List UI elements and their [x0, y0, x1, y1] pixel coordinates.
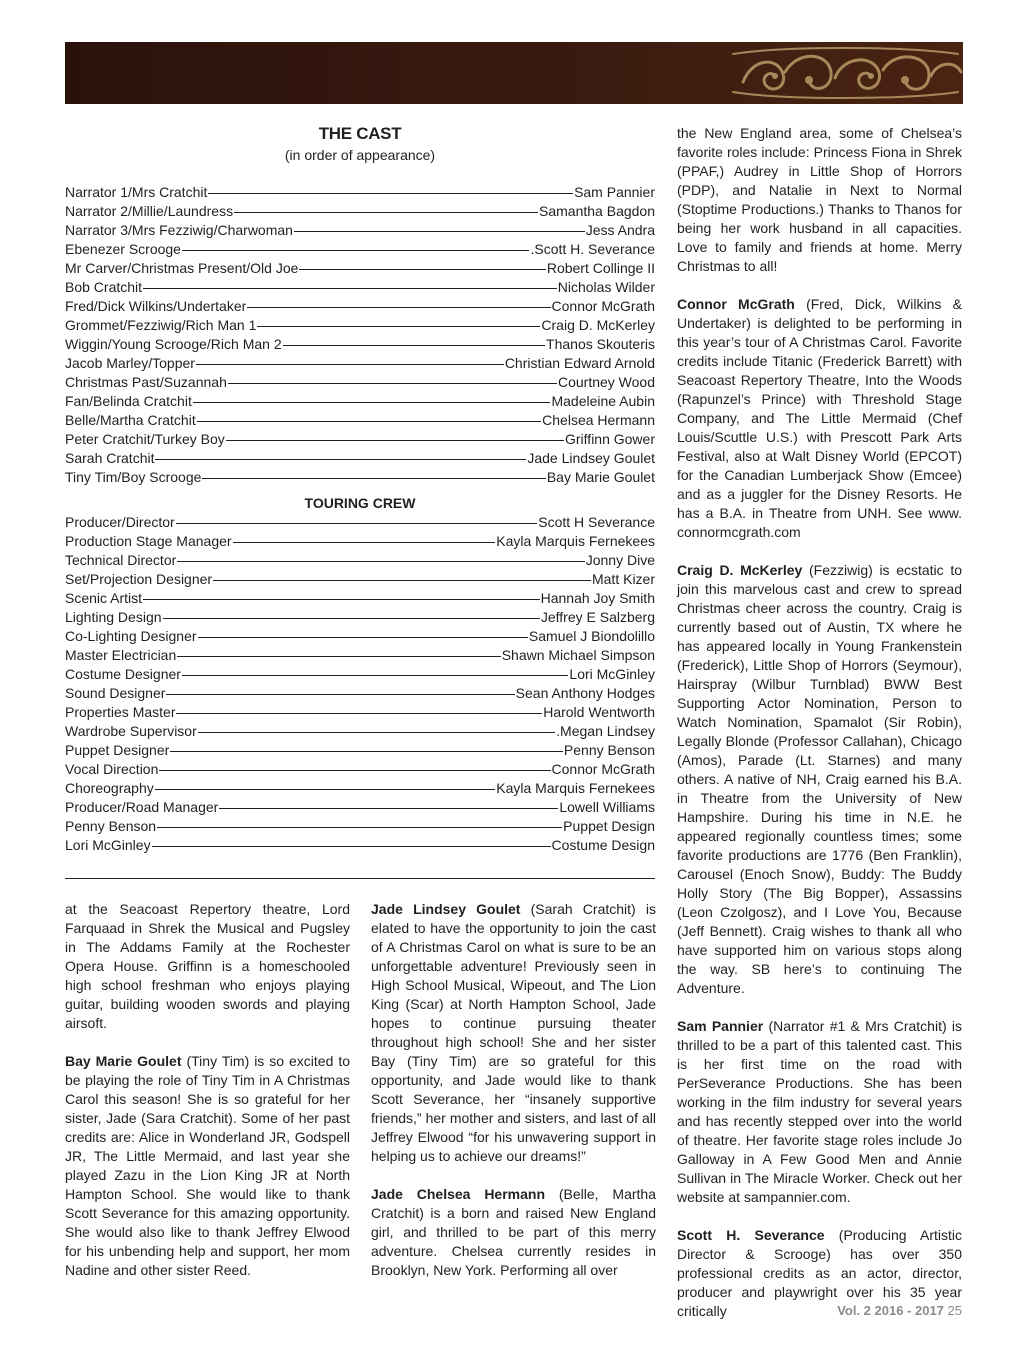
cast-role: Belle/Martha Cratchit — [65, 412, 196, 428]
cast-role: Christmas Past/Suzannah — [65, 374, 227, 390]
leader-line — [257, 326, 540, 327]
cast-name: Madeleine Aubin — [551, 393, 655, 409]
bio-column-left — [65, 900, 350, 1299]
cast-role: Grommet/Fezziwig/Rich Man 1 — [65, 317, 257, 333]
crew-row — [65, 817, 655, 836]
crew-name: Scott H Severance — [538, 514, 655, 530]
cast-row — [65, 221, 655, 240]
crew-name: Kayla Marquis Fernekees — [496, 533, 655, 549]
cast-name: Jade Lindsey Goulet — [527, 450, 655, 466]
cast-role: Fred/Dick Wilkins/Undertaker — [65, 298, 247, 314]
cast-role: Bob Cratchit — [65, 279, 143, 295]
bio-chelsea-continued: the New England area, some of Chelsea’s favorite roles include: Princess Fiona in Shrek (PPAF,) Audrey in Little Shop of Horrors (PDP), and Natalie in Next to Normal (Stoptime Productions.) Thanks to Thanos for being her work husband in all capacities. Love to family and friends at home. Merry Christmas to all! — [677, 125, 962, 274]
leader-line — [170, 751, 563, 752]
crew-row — [65, 513, 655, 532]
crew-role: Set/Projection Designer — [65, 571, 213, 587]
crew-role: Puppet Designer — [65, 742, 170, 758]
crew-role: Technical Director — [65, 552, 177, 568]
bio-text: (Tiny Tim) is so excited to be playing the role of Tiny Tim in A Christmas Carol this season! She is so grateful for her sister, Jade (Sara Cratchit). Some of her past credits are: Alice in Wonderland JR, Godspell JR, The Little Mermaid, and last year she played Zazu in the Lion King JR at North Hampton School. She would like to thank Scott Severance for this amazing opportunity. She would also like to thank Jeffrey Elwood for his unbending help and support, her mom Nadine and other sister Reed. — [65, 1053, 350, 1278]
crew-row — [65, 608, 655, 627]
crew-role: Wardrobe Supervisor — [65, 723, 197, 739]
cast-row — [65, 430, 655, 449]
bio-name: Craig D. McKerley — [677, 562, 803, 578]
leader-line — [177, 561, 584, 562]
cast-row — [65, 297, 655, 316]
bio-column-right — [677, 124, 962, 1340]
crew-row — [65, 627, 655, 646]
bio-name: Connor McGrath — [677, 296, 795, 312]
crew-name: Puppet Design — [563, 818, 655, 834]
ornament-scroll-icon — [723, 42, 963, 104]
leader-line — [228, 383, 557, 384]
cast-role: Sarah Cratchit — [65, 450, 155, 466]
crew-row — [65, 798, 655, 817]
crew-name: Jeffrey E Salzberg — [540, 609, 655, 625]
bio-continued: at the Seacoast Repertory theatre, Lord Farquaad in Shrek the Musical and Pugsley in The Addams Family at the Rochester Opera House. Griffinn is a homeschooled high school freshman who enjoys playing guitar, building wooden swords and playing airsoft. — [65, 901, 350, 1031]
cast-heading: THE CAST — [318, 124, 402, 143]
crew-name: Harold Wentworth — [543, 704, 655, 720]
bio-name: Jade Lindsey Goulet — [371, 901, 521, 917]
crew-role: Producer/Director — [65, 514, 175, 530]
leader-line — [166, 694, 514, 695]
leader-line — [208, 193, 573, 194]
cast-role: Ebenezer Scrooge — [65, 241, 181, 257]
cast-role: Peter Cratchit/Turkey Boy — [65, 431, 225, 447]
leader-line — [234, 212, 538, 213]
crew-name: Penny Benson — [563, 742, 655, 758]
crew-name: Connor McGrath — [551, 761, 655, 777]
bio-text: (Fred, Dick, Wilkins & Undertaker) is delighted to be performing in this year’s tour of A Christmas Carol. Favorite credits include Titanic (Frederick Barrett) with Seacoast Repertory Theatre, Into the Woods (Rapunzel’s Prince) with Threshold Stage Company, and The Little Mermaid (Chef Louis/Scuttle U.S.) with Prescott Park Arts Festival, also at Walt Disney World (EPCOT) for the Canadian Lumberjack Show (Emcee) and as a juggler for the Disney Resorts. He has a B.A. in Theatre from UNH. See www. connormcgrath.com — [677, 296, 962, 540]
leader-line — [176, 523, 538, 524]
crew-name: Sean Anthony Hodges — [515, 685, 655, 701]
crew-name: Hannah Joy Smith — [540, 590, 655, 606]
crew-role: Vocal Direction — [65, 761, 159, 777]
crew-row — [65, 703, 655, 722]
bio-text: (Narrator #1 & Mrs Cratchit) is thrilled to be a part of this talented cast. This is her first time on the road with PerSeverance Productions. She has been working in the film industry for several years and has recently stepped over into the world of theatre. Her favorite stage roles include Jo Galloway in A Few Good Men and Annie Sullivan in The Miracle Worker. Check out her website at sampannier.com. — [677, 1018, 962, 1205]
leader-line — [198, 732, 555, 733]
cast-name: Robert Collinge II — [546, 260, 655, 276]
leader-line — [193, 402, 551, 403]
crew-row — [65, 741, 655, 760]
cast-role: Tiny Tim/Boy Scrooge — [65, 469, 202, 485]
cast-name: Courtney Wood — [557, 374, 655, 390]
bio-chelsea-hermann — [371, 1185, 656, 1280]
page-number: 25 — [947, 1303, 962, 1318]
leader-line — [197, 421, 541, 422]
crew-row — [65, 760, 655, 779]
crew-row — [65, 646, 655, 665]
cast-role: Narrator 2/Millie/Laundress — [65, 203, 234, 219]
cast-row — [65, 183, 655, 202]
crew-role: Properties Master — [65, 704, 176, 720]
cast-row — [65, 411, 655, 430]
cast-row — [65, 259, 655, 278]
cast-row — [65, 202, 655, 221]
leader-line — [198, 637, 528, 638]
cast-role: Narrator 1/Mrs Cratchit — [65, 184, 208, 200]
leader-line — [294, 231, 585, 232]
bio-name: Bay Marie Goulet — [65, 1053, 182, 1069]
cast-list — [65, 183, 655, 487]
crew-row — [65, 589, 655, 608]
cast-name: Samantha Bagdon — [539, 203, 655, 219]
crew-role: Scenic Artist — [65, 590, 143, 606]
cast-row — [65, 392, 655, 411]
volume-label: Vol. 2 2016 - 2017 — [837, 1303, 944, 1318]
cast-name: Jess Andra — [585, 222, 655, 238]
leader-line — [177, 656, 500, 657]
leader-line — [247, 307, 550, 308]
crew-row — [65, 551, 655, 570]
crew-heading: TOURING CREW — [304, 495, 416, 511]
bio-connor-mcgrath — [677, 295, 962, 542]
crew-role: Producer/Road Manager — [65, 799, 219, 815]
bio-name: Scott H. Severance — [677, 1227, 825, 1243]
bio-bay-marie-goulet — [65, 1052, 350, 1280]
bio-name: Jade Chelsea Hermann — [371, 1186, 546, 1202]
crew-name: Lowell Williams — [559, 799, 655, 815]
cast-row — [65, 373, 655, 392]
cast-role: Narrator 3/Mrs Fezziwig/Charwoman — [65, 222, 293, 238]
leader-line — [213, 580, 591, 581]
cast-subheading: (in order of appearance) — [284, 147, 436, 163]
crew-row — [65, 665, 655, 684]
cast-role: Fan/Belinda Cratchit — [65, 393, 192, 409]
leader-line — [219, 808, 558, 809]
leader-line — [233, 542, 496, 543]
bio-jade-lindsey-goulet — [371, 900, 656, 1166]
cast-name: Connor McGrath — [551, 298, 655, 314]
crew-role: Master Electrician — [65, 647, 177, 663]
bio-text: (Fezziwig) is ecstatic to join this marvelous cast and crew to spread Christmas cheer across the country. Craig is currently based out of Austin, TX where he has appeared locally in Young Frankenstein (Frederick), Little Shop of Horrors (Seymour), Hairspray (Wilbur Turnblad) BWW Best Supporting Actor Nomination, Person to Watch Nomination, Spamalot (Sir Robin), Legally Blonde (Professor Callahan), Chicago (Amos), Parade (Lt. Starnes) and many others. A native of NH, Craig earned his B.A. in Theatre from the University of New Hampshire. During his time in N.E. he appeared regionally countless times; some favorite productions are 1776 (Ben Franklin), Carousel (Enoch Snow), Buddy: The Buddy Holly Story (The Big Bopper), Assassins (Leon Czolgosz), and I Love You, Because (Jeff Bennett). Craig wishes to thank all who have supported him on various stops along the way. SB here’s to continuing The Adventure. — [677, 562, 962, 996]
leader-line — [182, 675, 568, 676]
crew-row — [65, 684, 655, 703]
bio-text: (Sarah Cratchit) is elated to have the opportunity to join the cast of A Christmas Carol on what is sure to be an unforgettable adventure! Previously seen in High School Musical, Wipeout, and The Lion King (Scar) at North Hampton School, Jade hopes to continue pursuing theater throughout high school! She and her sister Bay (Tiny Tim) are so grateful for this opportunity, and Jade would like to thank Scott Severance, her “insanely supportive friends,” her mother and sisters, and last of all Jeffrey Elwood “for his unwavering support in helping us to achieve our dreams!” — [371, 901, 656, 1164]
leader-line — [159, 770, 550, 771]
cast-name: Sam Pannier — [574, 184, 655, 200]
crew-role: Lighting Design — [65, 609, 162, 625]
cast-role: Jacob Marley/Topper — [65, 355, 195, 371]
leader-line — [202, 478, 545, 479]
crew-role: Production Stage Manager — [65, 533, 232, 549]
cast-row — [65, 354, 655, 373]
bio-name: Sam Pannier — [677, 1018, 764, 1034]
bio-column-middle — [371, 900, 656, 1299]
leader-line — [155, 789, 496, 790]
cast-row — [65, 335, 655, 354]
leader-line — [196, 364, 504, 365]
crew-name: .Megan Lindsey — [556, 723, 655, 739]
leader-line — [143, 288, 557, 289]
crew-row — [65, 836, 655, 855]
leader-line — [283, 345, 545, 346]
cast-name: Griffinn Gower — [565, 431, 655, 447]
leader-line — [157, 827, 562, 828]
bio-craig-mckerley — [677, 561, 962, 998]
crew-row — [65, 532, 655, 551]
cast-name: Christian Edward Arnold — [504, 355, 655, 371]
crew-name: Jonny Dive — [585, 552, 655, 568]
leader-line — [143, 599, 540, 600]
crew-role: Sound Designer — [65, 685, 166, 701]
cast-row — [65, 449, 655, 468]
crew-role: Costume Designer — [65, 666, 181, 682]
cast-name: .Scott H. Severance — [530, 241, 655, 257]
cast-name: Chelsea Hermann — [542, 412, 655, 428]
crew-name: Shawn Michael Simpson — [501, 647, 655, 663]
leader-line — [176, 713, 542, 714]
crew-name: Samuel J Biondolillo — [528, 628, 655, 644]
crew-role: Lori McGinley — [65, 837, 151, 853]
header-banner — [65, 42, 963, 104]
leader-line — [226, 440, 564, 441]
crew-role: Penny Benson — [65, 818, 157, 834]
cast-row — [65, 468, 655, 487]
section-divider — [65, 878, 655, 879]
cast-row — [65, 278, 655, 297]
leader-line — [163, 618, 540, 619]
crew-role: Co-Lighting Designer — [65, 628, 197, 644]
bio-sam-pannier — [677, 1017, 962, 1207]
crew-name: Matt Kizer — [591, 571, 655, 587]
crew-name: Kayla Marquis Fernekees — [496, 780, 655, 796]
crew-row — [65, 722, 655, 741]
crew-name: Lori McGinley — [569, 666, 655, 682]
cast-role: Mr Carver/Christmas Present/Old Joe — [65, 260, 299, 276]
cast-name: Bay Marie Goulet — [546, 469, 655, 485]
leader-line — [182, 250, 530, 251]
leader-line — [299, 269, 545, 270]
bio-text: (Producing Artistic Director & Scrooge) has over 350 professional credits as an actor, director, producer and playwright over his 35 year critically — [677, 1227, 962, 1319]
leader-line — [155, 459, 526, 460]
cast-name: Thanos Skouteris — [546, 336, 655, 352]
crew-list — [65, 513, 655, 855]
crew-row — [65, 779, 655, 798]
bio-text: (Belle, Martha Cratchit) is a born and raised New England girl, and thrilled to be part of this merry adventure. Chelsea currently resides in Brooklyn, New York. Performing all over — [371, 1186, 656, 1278]
cast-name: Nicholas Wilder — [557, 279, 655, 295]
crew-row — [65, 570, 655, 589]
cast-name: Craig D. McKerley — [541, 317, 655, 333]
cast-role: Wiggin/Young Scrooge/Rich Man 2 — [65, 336, 282, 352]
cast-row — [65, 316, 655, 335]
crew-role: Choreography — [65, 780, 154, 796]
crew-name: Costume Design — [551, 837, 655, 853]
leader-line — [152, 846, 551, 847]
page-footer — [837, 1303, 962, 1318]
cast-row — [65, 240, 655, 259]
